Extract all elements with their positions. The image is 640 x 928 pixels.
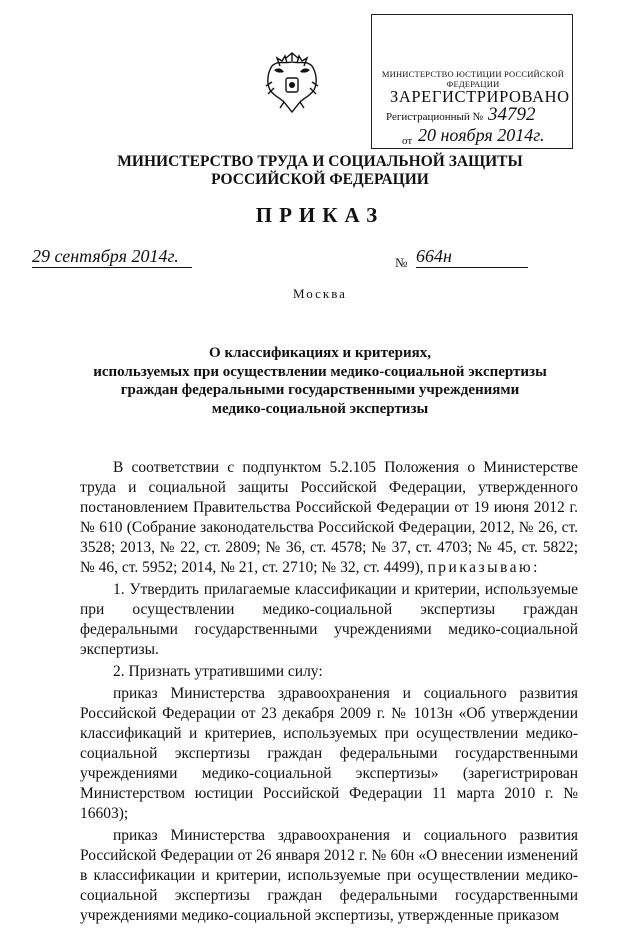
stamp-reg-date: 20 ноября 2014г. [418,125,545,145]
title-line: медико-социальной экспертизы [211,400,429,417]
order-number-label: № [395,255,408,270]
document-type: ПРИКАЗ [255,203,385,227]
stamp-reg-number: 34792 [488,104,536,125]
ministry-name-line1: МИНИСТЕРСТВО ТРУДА И СОЦИАЛЬНОЙ ЗАЩИТЫ [117,153,523,170]
stamp-date-prefix: от [402,135,413,147]
paragraph-repealed-2: приказ Министерства здравоохранения и социального развития Российской Федерации от 26 января 2012 г. № 60н «О внесении изменений в классификации и критерии, используемые при осуществлении медико-социальной экспертизы граждан федеральными государственными учреждениями медико-социальной экспертизы, утвержденные приказом [80,827,578,924]
stamp-registered-label: ЗАРЕГИСТРИРОВАНО [390,87,570,106]
title-line: используемых при осуществлении медико-социальной экспертизы [93,363,547,380]
stamp-reg-number-label: Регистрационный № [386,111,484,123]
paragraph-preamble [80,458,578,578]
paragraph-repealed-1: приказ Министерства здравоохранения и социального развития Российской Федерации от 23 декабря 2009 г. № 1013н «Об утверждении классификаций и критериев, используемых при осуществлении медико-социальной экспертизы граждан федеральными государственными учреждениями медико-социальной экспертизы» (зарегистрирован Министерством юстиции Российской Федерации 11 марта 2010 г. № 16603); [80,685,578,822]
document-title [60,344,580,418]
title-line: граждан федеральными государственными учреждениями [120,382,520,398]
coat-of-arms-icon [262,52,322,118]
preamble-text: В соответствии с подпунктом 5.2.105 Положения о Министерстве труда и социальной защиты Российской Федерации, утвержденного постановлением Правительства Российской Федерации от 19 июня 2012 г. № 610 (Собрание законодательства Российской Федерации, 2012, № 26, ст. 3528; 2013, № 22, ст. 2809; № 36, ст. 4578; № 37, ст. 4703; № 45, ст. 5822; № 46, ст. 5952; 2014, № 21, ст. 2710; № 32, ст. 4499), [80,459,578,576]
ministry-name-line2: РОССИЙСКОЙ ФЕДЕРАЦИИ [211,171,429,188]
order-date: 29 сентября 2014г. [32,246,192,268]
order-number: 664н [416,246,528,268]
paragraph-2: 2. Признать утратившими силу: [113,663,323,680]
paragraph-1: 1. Утвердить прилагаемые классификации и критерии, используемые при осуществлении медико-социальной экспертизы граждан федеральными государственными учреждениями медико-социальной экспертизы. [80,581,578,658]
registration-stamp [371,14,573,149]
document-body [80,458,578,928]
title-line: О классификациях и критериях, [209,345,431,361]
stamp-ministry: МИНИСТЕРСТВО ЮСТИЦИИ РОССИЙСКОЙ ФЕДЕРАЦИИ [381,69,565,89]
order-word: приказываю: [427,559,540,576]
city: Москва [293,286,347,301]
